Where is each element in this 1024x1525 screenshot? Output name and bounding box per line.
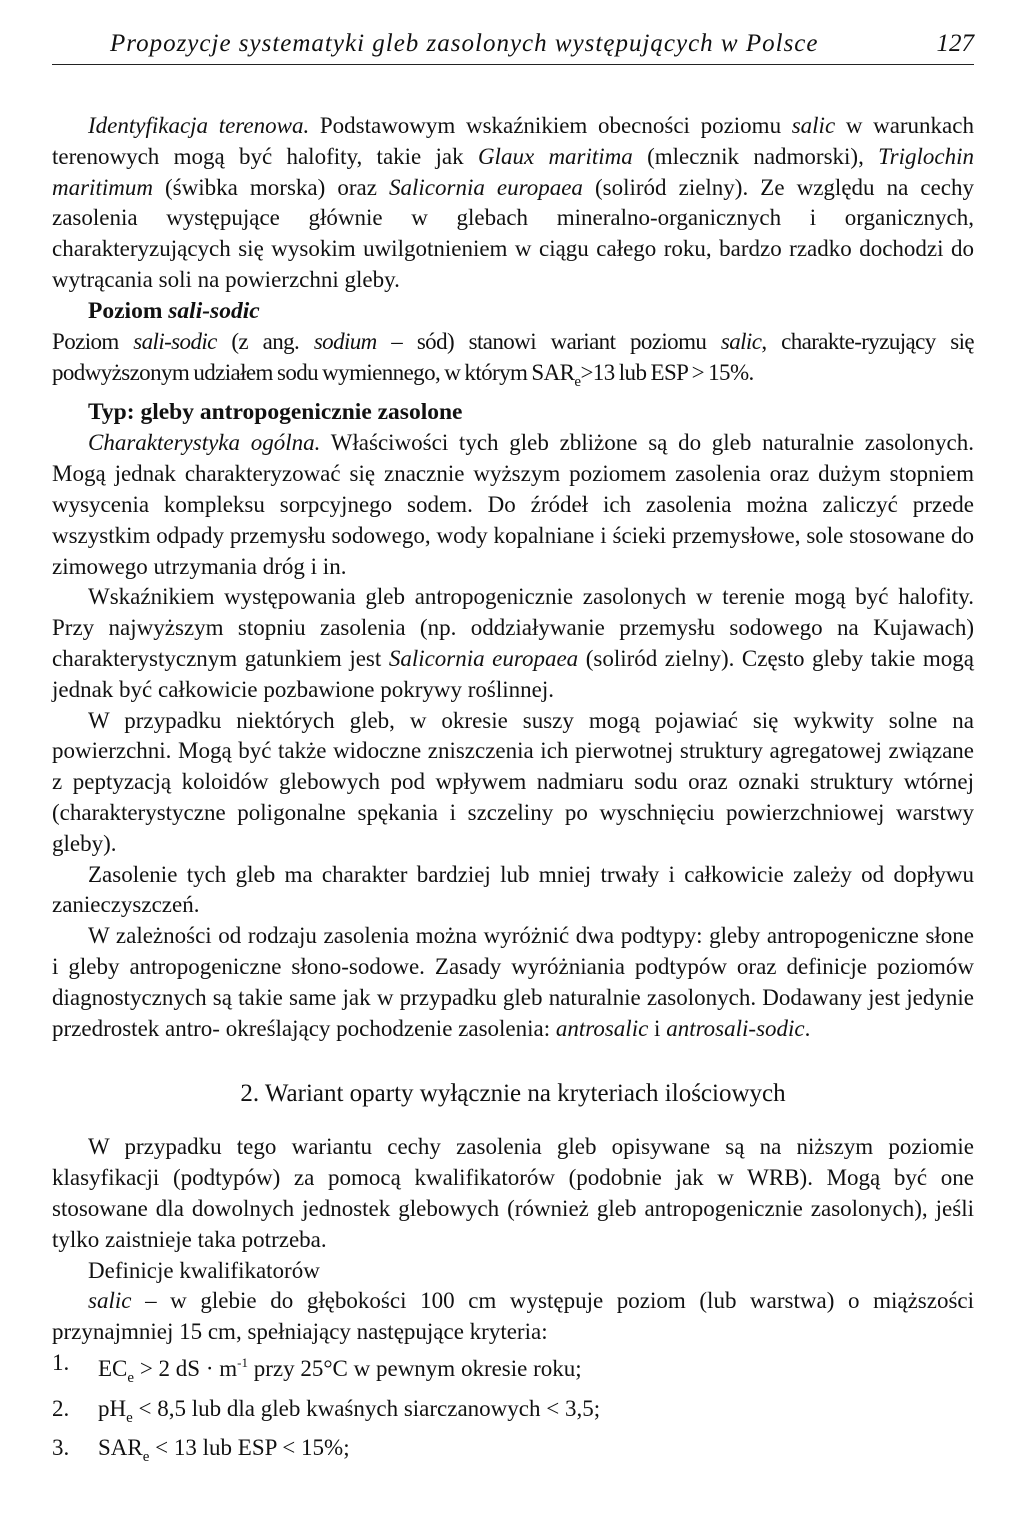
term-salic: salic xyxy=(88,1288,132,1314)
body-text xyxy=(52,111,974,1473)
species-name: Triglochin maritimum xyxy=(52,143,974,200)
paragraph-field-identification: Identyfikacja terenowa. Podstawowym wskaźnikiem obecności poziomu salic w warunkach terenowych mogą być halofity, takie jak Glaux maritima (mlecznik nadmorski), Triglochin maritimum (świbka morska) oraz Salicornia europaea (soliród zielny). Ze względu na cechy zasolenia występujące głównie w glebach mineralno-organicznych i organicznych, charakteryzujących się wysokim uwilgotnieniem w ciągu całego roku, bardzo rzadko dochodzi do wytrącania soli na powierzchni gleby. xyxy=(52,113,975,292)
paragraph-persistence: Zasolenie tych gleb ma charakter bardziej lub mniej trwały i całkowicie zależy od dopływu zanieczyszczeń. xyxy=(52,861,974,918)
heading-sali-sodic: Poziom sali-sodic xyxy=(88,297,260,324)
running-title: Propozycje systematyki gleb zasolonych występujących w Polsce xyxy=(110,30,819,57)
page-number: 127 xyxy=(936,30,974,57)
criteria-item: 1. $EC_e > 2$ dS · $m^{-1}$ przy 25°C w pewnym okresie roku; xyxy=(52,1349,582,1386)
species-name: Salicornia europaea xyxy=(389,174,583,200)
term-salic: salic xyxy=(791,113,836,138)
heading-type-anthropogenic: Typ: gleby antropogenicznie zasolone xyxy=(88,399,463,426)
criteria-item: 2. $pH_e < 8,5$ lub dla gleb kwaśnych siarczanowych < 3,5; xyxy=(52,1395,601,1426)
species-name: Salicornia europaea xyxy=(388,645,579,671)
section-title: 2. Wariant oparty wyłącznie na kryteriach ilościowych xyxy=(240,1080,786,1108)
paragraph-variant-description: W przypadku tego wariantu cechy zasolenia gleb opisywane są na niższym poziomie klasyfikacji (podtypów) za pomocą kwalifikatorów (podobnie jak w WRB). Mogą być one stosowane dla dowolnych jednostek glebowych (również gleb antropogenicznie zasolonych), jeśli tylko zaistnieje taka potrzeba. xyxy=(52,1134,974,1252)
species-name: Glaux maritima xyxy=(477,143,633,169)
criteria-item: 3. $SAR_e < 13$ lub ESP < 15%; xyxy=(52,1435,350,1466)
paragraph-general-characteristics: Charakterystyka ogólna. Właściwości tych gleb zbliżone są do gleb naturalnie zasolonych. Mogą jednak charakteryzować się znacznie wyższym poziomem zasolenia oraz dużym stopniem wysycenia kompleksu sorpcyjnego sodem. Do źródeł ich zasolenia można zaliczyć przede wszystkim odpady przemysłu sodowego, wody kopalniane i ścieki przemysłowe, sole stosowane do zimowego utrzymania dróg i in. xyxy=(52,430,975,579)
paragraph-lead: Charakterystyka ogólna. xyxy=(88,430,321,456)
paragraph-drought-effects: W przypadku niektórych gleb, w okresie suszy mogą pojawiać się wykwity solne na powierzchni. Mogą być także widoczne zniszczenia ich pierwotnej struktury agregatowej związane z peptyzacją koloidów glebowych pod wpływem nadmiaru sodu oraz oznaki struktury wtórnej (charakterystyczne poligonalne spękania i szczeliny po wyschnięciu powierzchniowej warstwy gleby). xyxy=(52,707,974,856)
paragraph-qualifier-definitions-heading: Definicje kwalifikatorów xyxy=(88,1257,320,1283)
running-header xyxy=(52,20,974,65)
paragraph-salic-definition: salic – w glebie do głębokości 100 cm występuje poziom (lub warstwa) o miąższości przynajmniej 15 cm, spełniający następujące kryteria: xyxy=(52,1288,974,1345)
document-page xyxy=(52,20,974,1473)
paragraph-sali-sodic-definition: Poziom sali-sodic (z ang. sodium – sód) stanowi wariant poziomu salic, charakte-ryzujący się podwyższonym udziałem sodu wymiennego, w którym $SAR_e>13$ lub ESP > 15%. xyxy=(52,328,974,390)
paragraph-subtypes: W zależności od rodzaju zasolenia można wyróżnić dwa podtypy: gleby antropogeniczne słone i gleby antropogeniczne słono-sodowe. Zasady wyróżniania podtypów oraz definicje poziomów diagnostycznych są takie same jak w przypadku gleb naturalnie zasolonych. Dodawany jest jedynie przedrostek antro- określający pochodzenie zasolenia: antrosalic i antrosali-sodic. xyxy=(52,923,974,1041)
paragraph-indicators: Wskaźnikiem występowania gleb antropogenicznie zasolonych w terenie mogą być halofity. Przy najwyższym stopniu zasolenia (np. oddziaływanie przemysłu sodowego na Kujawach) charakterystycznym gatunkiem jest Salicornia europaea (soliród zielny). Często gleby takie mogą jednak być całkowicie pozbawione pokrywy roślinnej. xyxy=(52,584,975,702)
paragraph-lead: Identyfikacja terenowa. xyxy=(88,113,310,138)
